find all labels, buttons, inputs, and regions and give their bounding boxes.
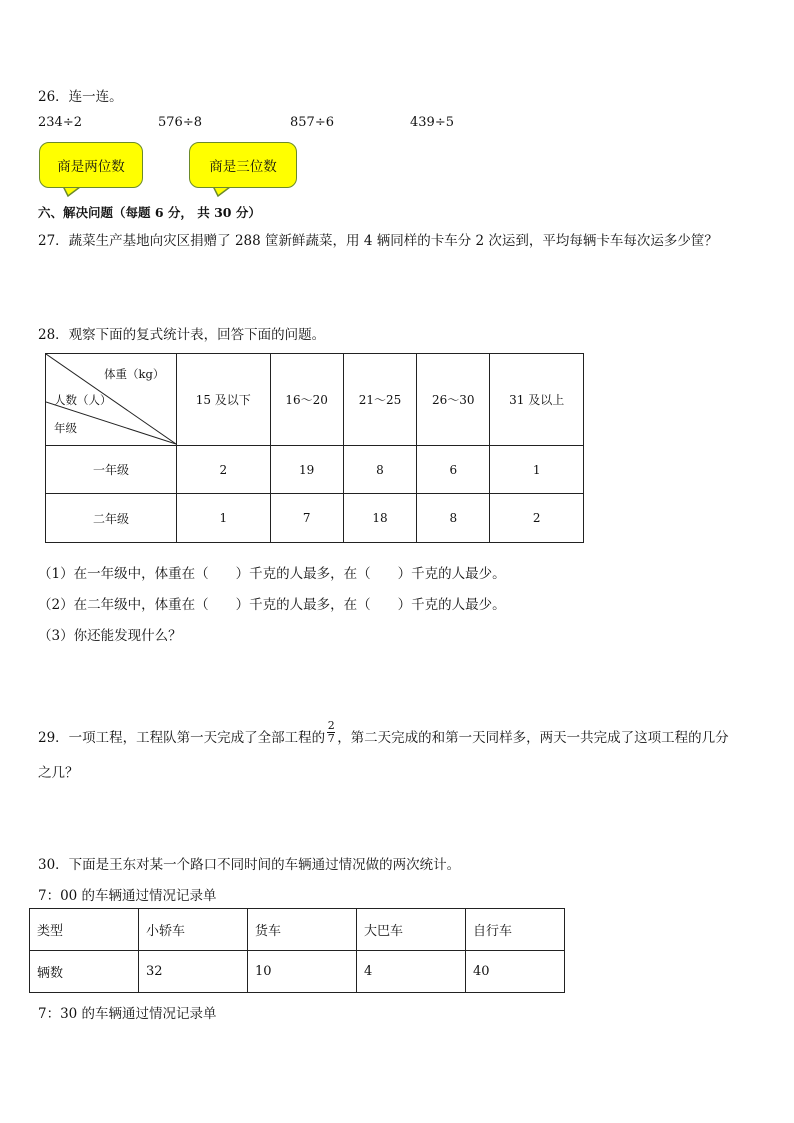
header-cell: 15 及以下 (177, 354, 271, 446)
value-cell: 1 (177, 494, 271, 543)
value-cell: 2 (490, 494, 584, 543)
value-cell: 辆数 (30, 951, 139, 993)
table2-caption: 7：30 的车辆通过情况记录单 (38, 1006, 217, 1022)
section-title: 六、解决问题（每题 6 分， 共 30 分） (38, 205, 261, 220)
weight-table (45, 353, 584, 543)
table-row (46, 446, 584, 494)
q29-line1 (38, 719, 729, 748)
q29-before: 29．一项工程，工程队第一天完成了全部工程的 (38, 729, 326, 746)
header-cell: 大巴车 (357, 909, 466, 951)
header-cell: 26～30 (417, 354, 490, 446)
value-cell: 6 (417, 446, 490, 494)
row-label: 二年级 (46, 494, 177, 543)
bubble-three-digit: 商是三位数 (189, 142, 297, 188)
q29-fraction (327, 720, 335, 745)
expression-4: 439÷5 (410, 115, 454, 130)
expression-2: 576÷8 (158, 115, 202, 130)
vehicle-table-700 (29, 908, 565, 993)
header-cell: 31 及以上 (490, 354, 584, 446)
q27-text: 27．蔬菜生产基地向灾区捐赠了 288 筐新鲜蔬菜，用 4 辆同样的卡车分 2 次运到，平均每辆卡车每次运多少筐？ (38, 233, 718, 249)
header-cell: 21～25 (343, 354, 416, 446)
value-cell: 10 (248, 951, 357, 993)
value-cell: 1 (490, 446, 584, 494)
table-row (30, 951, 565, 993)
q26-title: 26．连一连。 (38, 89, 123, 105)
q29-line2: 之几？ (38, 765, 79, 781)
q28-sub-2: （2）在二年级中，体重在（ ）千克的人最多，在（ ）千克的人最少。 (38, 597, 506, 613)
value-cell: 8 (343, 446, 416, 494)
table-row (46, 494, 584, 543)
row-label: 一年级 (46, 446, 177, 494)
corner-count: 人数（人） (54, 393, 112, 407)
value-cell: 7 (270, 494, 343, 543)
table1-caption: 7：00 的车辆通过情况记录单 (38, 888, 217, 904)
corner-weight: 体重（kg） (104, 367, 165, 381)
value-cell: 19 (270, 446, 343, 494)
value-cell: 40 (466, 951, 565, 993)
value-cell: 8 (417, 494, 490, 543)
value-cell: 32 (139, 951, 248, 993)
bubble-two-digit: 商是两位数 (39, 142, 143, 188)
header-cell: 货车 (248, 909, 357, 951)
header-cell: 小轿车 (139, 909, 248, 951)
corner-grade: 年级 (54, 421, 77, 435)
header-cell: 16～20 (270, 354, 343, 446)
q28-title: 28．观察下面的复式统计表，回答下面的问题。 (38, 327, 326, 343)
q28-sub-3: （3）你还能发现什么？ (38, 628, 182, 644)
corner-cell (46, 354, 177, 446)
table-row (30, 909, 565, 951)
header-cell: 类型 (30, 909, 139, 951)
fraction-numerator: 2 (327, 719, 335, 732)
q28-sub-1: （1）在一年级中，体重在（ ）千克的人最多，在（ ）千克的人最少。 (38, 566, 506, 582)
q29-after: ，第二天完成的和第一天同样多，两天一共完成了这项工程的几分 (337, 729, 729, 746)
value-cell: 2 (177, 446, 271, 494)
expression-1: 234÷2 (38, 115, 82, 130)
q30-title: 30．下面是王东对某一个路口不同时间的车辆通过情况做的两次统计。 (38, 857, 461, 873)
header-cell: 自行车 (466, 909, 565, 951)
fraction-denominator: 7 (327, 732, 335, 745)
value-cell: 4 (357, 951, 466, 993)
expression-3: 857÷6 (290, 115, 334, 130)
value-cell: 18 (343, 494, 416, 543)
